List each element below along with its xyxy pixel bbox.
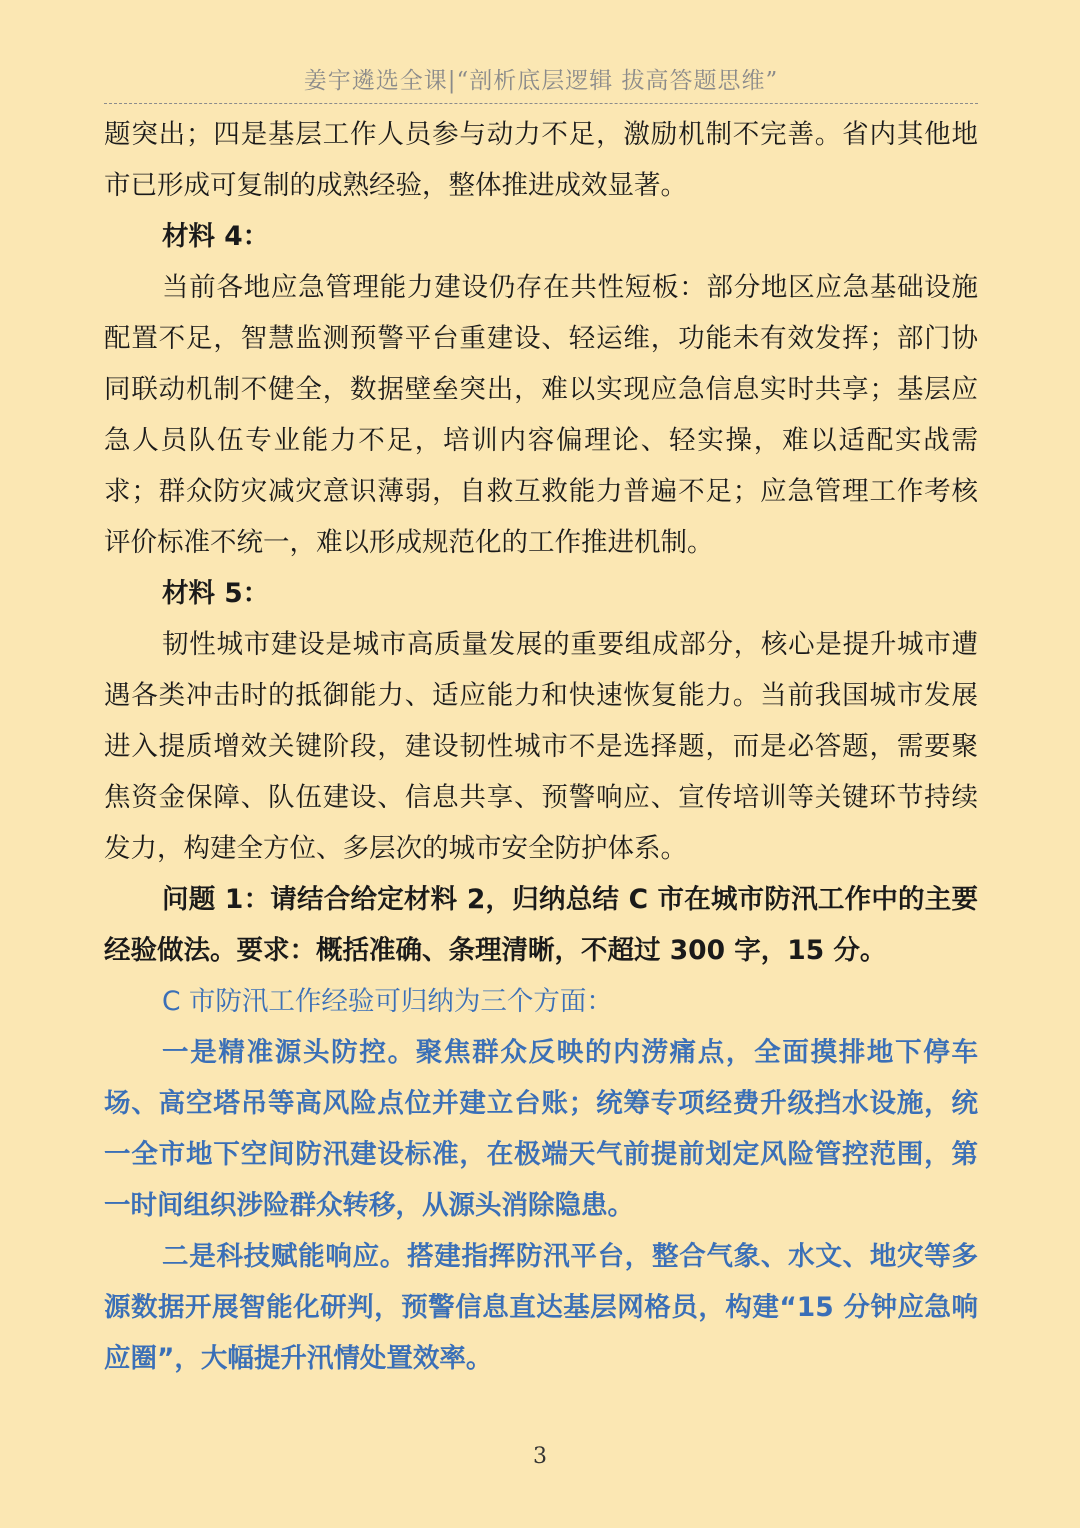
material-4-text: 当前各地应急管理能力建设仍存在共性短板：部分地区应急基础设施配置不足，智慧监测预警平台重建设、轻运维，功能未有效发挥；部门协同联动机制不健全，数据壁垒突出，难以实现应急信息实时共享；基层应急人员队伍专业能力不足，培训内容偏理论、轻实操，难以适配实战需求；群众防灾减灾意识薄弱，自救互救能力普遍不足；应急管理工作考核评价标准不统一，难以形成规范化的工作推进机制。 [104,272,978,558]
material-5-text: 韧性城市建设是城市高质量发展的重要组成部分，核心是提升城市遭遇各类冲击时的抵御能力、适应能力和快速恢复能力。当前我国城市发展进入提质增效关键阶段，建设韧性城市不是选择题，而是必答题，需要聚焦资金保障、队伍建设、信息共享、预警响应、宣传培训等关键环节持续发力，构建全方位、多层次的城市安全防护体系。 [104,629,978,864]
question-1: 问题 1：请结合给定材料 2，归纳总结 C 市在城市防汛工作中的主要经验做法。要求：概括准确、条理清晰，不超过 300 字，15 分。 [104,884,978,966]
material-4-heading: 材料 4： [162,221,270,252]
answer-point-1: 一是精准源头防控。聚焦群众反映的内涝痛点，全面摸排地下停车场、高空塔吊等高风险点位并建立台账；统筹专项经费升级挡水设施，统一全市地下空间防汛建设标准，在极端天气前提前划定风险管控范围，第一时间组织涉险群众转移，从源头消除隐患。 [104,1037,978,1221]
page-header: 姜宇遴选全课|“剖析底层逻辑 拔高答题思维” [303,68,779,94]
paragraph-continuation: 题突出；四是基层工作人员参与动力不足，激励机制不完善。省内其他地市已形成可复制的成熟经验，整体推进成效显著。 [104,119,978,201]
header-divider [104,103,978,104]
answer-intro: C 市防汛工作经验可归纳为三个方面： [162,986,613,1017]
page-number: 3 [533,1444,547,1469]
material-5-heading: 材料 5： [162,578,270,609]
document-body [104,109,978,1384]
answer-point-2: 二是科技赋能响应。搭建指挥防汛平台，整合气象、水文、地灾等多源数据开展智能化研判，预警信息直达基层网格员，构建“15 分钟应急响应圈”，大幅提升汛情处置效率。 [104,1241,978,1374]
